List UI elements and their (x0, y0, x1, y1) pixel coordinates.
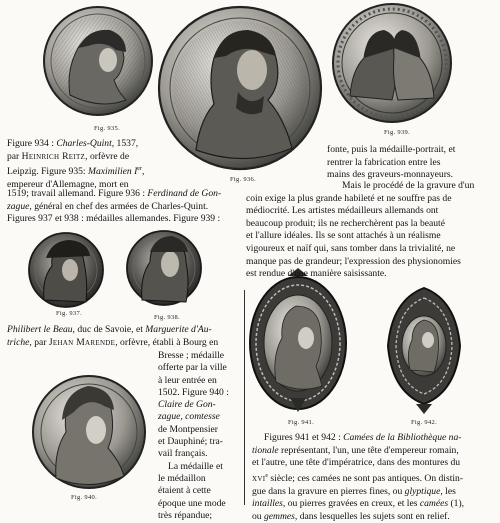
caption-fig-940: Fig. 940. (71, 494, 97, 501)
mid-text-block: Philibert le Beau, duc de Savoie, et Marguerite d'Au- triche, par Jehan Marende, orfèvre, établi à Bourg en (7, 324, 219, 348)
right-top-text: fonte, puis la médaille-portrait, et rentrer la fabrication entre les mains des graveurs-monnayeurs. (327, 144, 456, 181)
right-text-block: Mais le procédé de la gravure d'un coin exige la plus grande habileté et ne souffre pas de médiocrité. Les artistes médailleurs allemands ont beaucoup produit; ils ne recherchèrent pas la beauté et l'allure idéales. Ils se sont attachés à un réalisme vigoureux et naïf qui, sans tomber dans la trivialité, ne manque pas de grandeur; l'expression des physionomies est rendue d'une manière saisissante. (246, 180, 475, 280)
caption-fig-938: Fig. 938. (154, 314, 180, 321)
narrow-text-block: Bresse ; médaille offerte par la ville à leur entrée en 1502. Figure 940 : Claire de Gon- zague, comtesse de Montpensier et Dauphiné; tra- vail français. La médaille et le médaillon étaient à cette époque une mode très répandue; (158, 350, 229, 521)
medal-fig-938 (127, 231, 201, 305)
column-rule (244, 290, 245, 505)
medal-fig-939 (333, 4, 451, 122)
medal-fig-935 (44, 7, 152, 115)
cameo-fig-942 (388, 288, 460, 414)
caption-fig-939: Fig. 939. (384, 129, 410, 136)
medal-fig-936 (159, 7, 321, 169)
caption-fig-942: Fig. 942. (411, 419, 437, 426)
medal-fig-940 (33, 376, 145, 488)
cameo-fig-941 (250, 268, 346, 412)
bottom-text-block: Figures 941 et 942 : Camées de la Bibliothèque na- tionale représentant, l'un, une tête d'empereur romain, et l'autre, une tête d'impératrice, dans des montures du xvi$^e$ siècle; ces camées ne sont pas antiques. On distin- gue dans la gravure en pierres fines, ou glyptique, les intailles, ou pierres gravées en creux, et les camées (1), ou gemmes, dans lesquelles les sujets sont en relief. (252, 432, 465, 522)
caption-fig-935: Fig. 935. (94, 125, 120, 132)
caption-fig-936: Fig. 936. (230, 176, 256, 183)
caption-fig-937: Fig. 937. (56, 310, 82, 317)
left-text-block: Figure 934 : Charles-Quint, 1537, par Heinrich Reitz, orfèvre de Leipzig. Figure 935: Maximilien Ier, empereur d'Allemagne, mort en (7, 138, 145, 190)
medal-fig-937 (29, 233, 103, 307)
caption-fig-941: Fig. 941. (288, 419, 314, 426)
left-text-wide: 1519; travail allemand. Figure 936 : Ferdinand de Gon- zague, général en chef des armées de Charles-Quint. Figures 937 et 938 : médailles allemandes. Figure 939 : (7, 188, 222, 225)
